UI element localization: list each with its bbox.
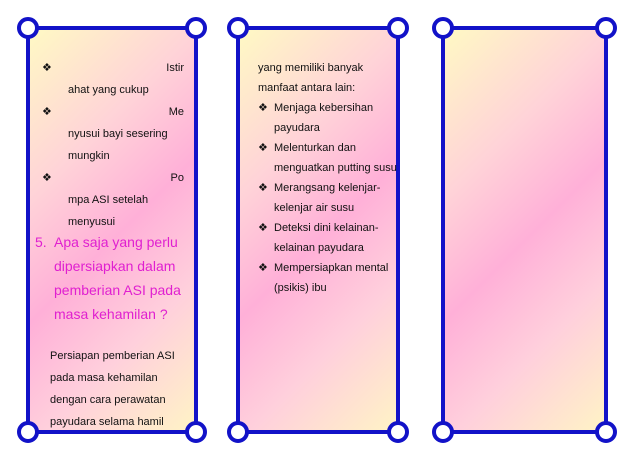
- benefit-line: payudara: [274, 122, 320, 134]
- question-line: Apa saja yang perlu: [54, 234, 178, 250]
- corner-notch: [387, 17, 409, 39]
- corner-notch: [595, 421, 617, 443]
- list-item-text: Me: [168, 106, 184, 118]
- corner-notch: [432, 17, 454, 39]
- list-item-text: mpa ASI setelah: [68, 194, 149, 206]
- corner-notch: [595, 17, 617, 39]
- benefit-line: Menjaga kebersihan: [274, 102, 374, 114]
- list-item-text: ahat yang cukup: [68, 84, 149, 96]
- benefit-line: (psikis) ibu: [274, 282, 327, 294]
- bullet-diamond-icon: ❖: [42, 172, 52, 184]
- bullet-diamond-icon: ❖: [258, 142, 268, 154]
- list-item-text: menyusui: [68, 216, 116, 228]
- benefit-line: Mempersiapkan mental: [274, 262, 389, 274]
- list-item-text: Po: [170, 172, 184, 184]
- brochure-panel-middle: [236, 26, 400, 434]
- question-line: masa kehamilan ?: [54, 306, 168, 322]
- bullet-diamond-icon: ❖: [42, 106, 52, 118]
- question-line: pemberian ASI pada: [54, 282, 181, 298]
- answer-line: payudara selama hamil: [50, 416, 164, 428]
- benefit-line: Merangsang kelenjar-: [274, 182, 381, 194]
- benefit-line: kelainan payudara: [274, 242, 364, 254]
- bullet-diamond-icon: ❖: [258, 182, 268, 194]
- intro-line: yang memiliki banyak: [258, 62, 364, 74]
- corner-notch: [387, 421, 409, 443]
- answer-line: pada masa kehamilan: [50, 372, 158, 384]
- corner-notch: [17, 421, 39, 443]
- answer-line: Persiapan pemberian ASI: [50, 350, 175, 362]
- corner-notch: [227, 17, 249, 39]
- list-item-text: mungkin: [68, 150, 110, 162]
- intro-line: manfaat antara lain:: [258, 82, 356, 94]
- brochure-panel-left: [26, 26, 198, 434]
- list-item-text: Istir: [166, 62, 184, 74]
- list-item-text: nyusui bayi sesering: [68, 128, 168, 140]
- corner-notch: [227, 421, 249, 443]
- bullet-diamond-icon: ❖: [258, 222, 268, 234]
- benefit-line: menguatkan putting susu: [274, 162, 397, 174]
- bullet-diamond-icon: ❖: [42, 62, 52, 74]
- question-number: 5.: [35, 234, 47, 250]
- corner-notch: [185, 421, 207, 443]
- benefit-line: Melenturkan dan: [274, 142, 356, 154]
- benefit-line: Deteksi dini kelainan-: [274, 222, 379, 234]
- answer-line: dengan cara perawatan: [50, 394, 166, 406]
- corner-notch: [17, 17, 39, 39]
- question-line: dipersiapkan dalam: [54, 258, 176, 274]
- bullet-diamond-icon: ❖: [258, 102, 268, 114]
- bullet-diamond-icon: ❖: [258, 262, 268, 274]
- corner-notch: [185, 17, 207, 39]
- benefit-line: kelenjar air susu: [274, 202, 355, 214]
- corner-notch: [432, 421, 454, 443]
- brochure-panel-right: [441, 26, 608, 434]
